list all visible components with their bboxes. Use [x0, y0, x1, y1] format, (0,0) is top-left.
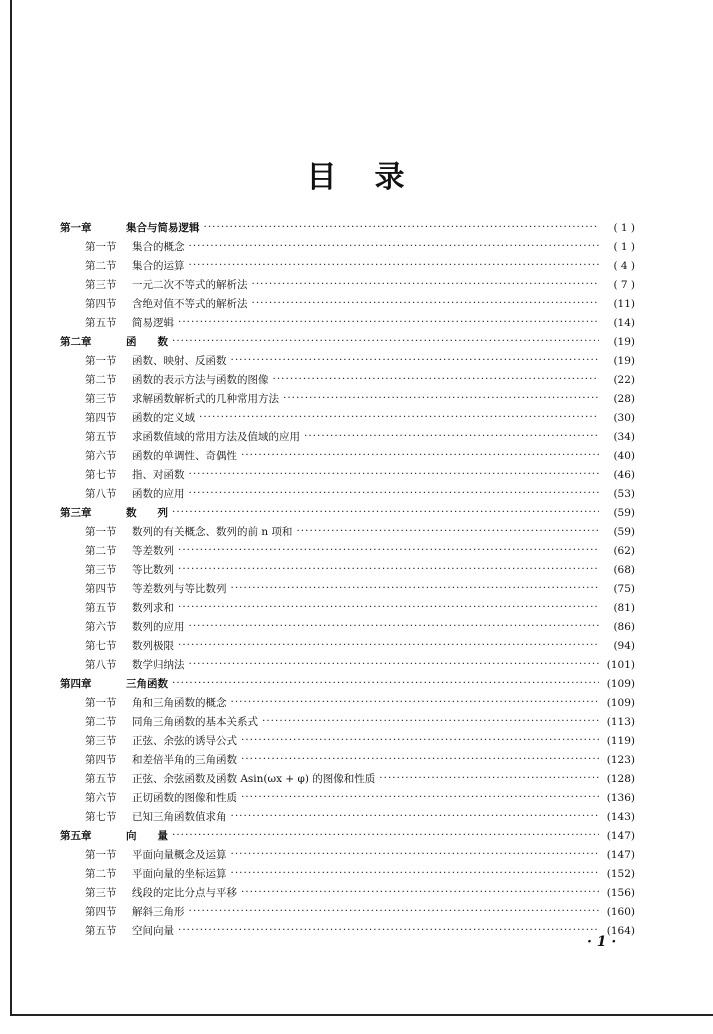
toc-entry-number: 第七节: [85, 640, 117, 652]
toc-section-row: [60, 712, 635, 731]
toc-entry-number: 第六节: [85, 792, 117, 804]
toc-dot-leader: [178, 563, 599, 573]
toc-entry-number: 第一节: [85, 849, 117, 861]
toc-entry-page: ( 1 ): [613, 240, 635, 253]
toc-chapter-row: [60, 218, 635, 237]
toc-entry-number: 第一节: [85, 241, 117, 253]
toc-dot-leader: [204, 221, 600, 231]
toc-entry-title: 三角函数: [126, 678, 168, 690]
toc-dot-leader: [189, 620, 600, 630]
toc-entry-title: 含绝对值不等式的解析法: [132, 298, 248, 310]
toc-entry-title: 简易逻辑: [132, 317, 174, 329]
toc-entry-page: (164): [606, 924, 635, 937]
toc-section-row: [60, 370, 635, 389]
toc-entry-number: 第一节: [85, 355, 117, 367]
toc-entry-number: 第四章: [60, 678, 92, 690]
toc-dot-leader: [262, 715, 599, 725]
toc-entry-number: 第四节: [85, 906, 117, 918]
toc-entry-number: 第七节: [85, 811, 117, 823]
toc-entry-number: 第二节: [85, 545, 117, 557]
toc-entry-number: 第五节: [85, 925, 117, 937]
toc-entry-page: (113): [606, 715, 635, 728]
table-of-contents: [60, 218, 635, 940]
toc-entry-title: 函数的定义域: [132, 412, 195, 424]
toc-entry-title: 等差数列: [132, 545, 174, 557]
toc-entry-title: 数列求和: [132, 602, 174, 614]
toc-section-row: [60, 427, 635, 446]
toc-dot-leader: [296, 525, 599, 535]
toc-entry-number: 第六节: [85, 621, 117, 633]
page-title: [0, 152, 713, 196]
toc-entry-page: (22): [613, 373, 635, 386]
toc-dot-leader: [189, 905, 600, 915]
toc-entry-number: 第五节: [85, 317, 117, 329]
page-title-char-2: 录: [374, 160, 407, 195]
toc-entry-page: (119): [606, 734, 635, 747]
toc-entry-page: (152): [606, 867, 635, 880]
toc-dot-leader: [178, 544, 599, 554]
toc-entry-title: 数学归纳法: [132, 659, 185, 671]
toc-entry-title: 函 数: [126, 336, 168, 348]
toc-dot-leader: [231, 354, 600, 364]
toc-entry-page: (14): [613, 316, 635, 329]
toc-entry-title: 正弦、余弦的诱导公式: [132, 735, 237, 747]
toc-entry-page: (40): [613, 449, 635, 462]
toc-entry-title: 线段的定比分点与平移: [132, 887, 237, 899]
toc-section-row: [60, 446, 635, 465]
toc-dot-leader: [199, 411, 599, 421]
toc-entry-title: 求解函数解析式的几种常用方法: [132, 393, 279, 405]
toc-chapter-row: [60, 503, 635, 522]
toc-dot-leader: [231, 848, 600, 858]
toc-entry-page: (46): [613, 468, 635, 481]
toc-entry-page: (86): [613, 620, 635, 633]
toc-chapter-row: [60, 674, 635, 693]
toc-entry-title: 解斜三角形: [132, 906, 185, 918]
toc-entry-title: 同角三角函数的基本关系式: [132, 716, 258, 728]
toc-entry-page: (109): [606, 696, 635, 709]
toc-entry-page: (123): [606, 753, 635, 766]
toc-dot-leader: [231, 810, 600, 820]
toc-entry-title: 求函数值域的常用方法及值域的应用: [132, 431, 300, 443]
toc-dot-leader: [189, 240, 600, 250]
toc-entry-number: 第四节: [85, 583, 117, 595]
toc-entry-page: (30): [613, 411, 635, 424]
toc-section-row: [60, 617, 635, 636]
toc-section-row: [60, 807, 635, 826]
toc-entry-page: (81): [613, 601, 635, 614]
toc-section-row: [60, 389, 635, 408]
toc-dot-leader: [273, 373, 600, 383]
toc-entry-title: 数列的应用: [132, 621, 185, 633]
toc-dot-leader: [231, 867, 600, 877]
toc-dot-leader: [241, 791, 599, 801]
toc-entry-title: 集合的概念: [132, 241, 185, 253]
toc-entry-title: 和差倍半角的三角函数: [132, 754, 237, 766]
toc-entry-title: 数 列: [126, 507, 168, 519]
toc-entry-number: 第八节: [85, 488, 117, 500]
toc-entry-page: (136): [606, 791, 635, 804]
toc-section-row: [60, 294, 635, 313]
toc-entry-page: ( 4 ): [613, 259, 635, 272]
toc-entry-title: 平面向量概念及运算: [132, 849, 227, 861]
toc-dot-leader: [252, 278, 600, 288]
toc-section-row: [60, 883, 635, 902]
toc-entry-page: (59): [613, 525, 635, 538]
toc-dot-leader: [172, 335, 599, 345]
toc-section-row: [60, 845, 635, 864]
toc-section-row: [60, 655, 635, 674]
toc-entry-number: 第四节: [85, 412, 117, 424]
toc-entry-page: (128): [606, 772, 635, 785]
toc-entry-page: (147): [606, 829, 635, 842]
toc-entry-page: (59): [613, 506, 635, 519]
toc-entry-number: 第二节: [85, 260, 117, 272]
toc-entry-number: 第二节: [85, 374, 117, 386]
toc-section-row: [60, 256, 635, 275]
toc-entry-title: 正弦、余弦函数及函数 Asin(ωx + φ) 的图像和性质: [132, 773, 376, 785]
toc-dot-leader: [379, 772, 599, 782]
toc-entry-page: (53): [613, 487, 635, 500]
toc-section-row: [60, 598, 635, 617]
toc-entry-number: 第二节: [85, 716, 117, 728]
toc-chapter-row: [60, 332, 635, 351]
toc-section-row: [60, 313, 635, 332]
toc-entry-title: 函数的应用: [132, 488, 185, 500]
toc-section-row: [60, 902, 635, 921]
toc-entry-page: (94): [613, 639, 635, 652]
toc-entry-number: 第四节: [85, 754, 117, 766]
toc-section-row: [60, 921, 635, 940]
toc-entry-title: 等差数列与等比数列: [132, 583, 227, 595]
toc-entry-page: (101): [606, 658, 635, 671]
toc-section-row: [60, 579, 635, 598]
toc-entry-page: (109): [606, 677, 635, 690]
toc-dot-leader: [178, 316, 599, 326]
toc-dot-leader: [304, 430, 599, 440]
toc-entry-number: 第一节: [85, 697, 117, 709]
toc-entry-title: 数列极限: [132, 640, 174, 652]
toc-dot-leader: [178, 924, 599, 934]
toc-section-row: [60, 541, 635, 560]
toc-dot-leader: [172, 506, 599, 516]
toc-entry-page: (34): [613, 430, 635, 443]
toc-entry-title: 角和三角函数的概念: [132, 697, 227, 709]
toc-entry-title: 集合的运算: [132, 260, 185, 272]
toc-entry-number: 第五章: [60, 830, 92, 842]
toc-entry-title: 正切函数的图像和性质: [132, 792, 237, 804]
toc-entry-number: 第六节: [85, 450, 117, 462]
toc-section-row: [60, 731, 635, 750]
toc-section-row: [60, 636, 635, 655]
toc-section-row: [60, 560, 635, 579]
toc-entry-number: 第七节: [85, 469, 117, 481]
toc-dot-leader: [241, 886, 599, 896]
toc-dot-leader: [178, 639, 599, 649]
toc-entry-number: 第三节: [85, 393, 117, 405]
toc-entry-number: 第一章: [60, 222, 92, 234]
toc-entry-title: 函数的表示方法与函数的图像: [132, 374, 269, 386]
toc-dot-leader: [231, 696, 600, 706]
toc-dot-leader: [283, 392, 599, 402]
toc-section-row: [60, 465, 635, 484]
toc-chapter-row: [60, 826, 635, 845]
toc-entry-number: 第一节: [85, 526, 117, 538]
toc-entry-title: 空间向量: [132, 925, 174, 937]
toc-entry-number: 第三节: [85, 564, 117, 576]
toc-entry-title: 指、对函数: [132, 469, 185, 481]
toc-entry-title: 集合与简易逻辑: [126, 222, 200, 234]
toc-dot-leader: [241, 753, 599, 763]
page-number: · 1 ·: [587, 934, 617, 950]
toc-entry-title: 一元二次不等式的解析法: [132, 279, 248, 291]
toc-entry-number: 第二节: [85, 868, 117, 880]
toc-entry-page: ( 1 ): [613, 221, 635, 234]
toc-entry-number: 第五节: [85, 431, 117, 443]
toc-dot-leader: [241, 734, 599, 744]
toc-section-row: [60, 769, 635, 788]
toc-entry-title: 平面向量的坐标运算: [132, 868, 227, 880]
toc-section-row: [60, 275, 635, 294]
toc-entry-number: 第三章: [60, 507, 92, 519]
toc-entry-page: (160): [606, 905, 635, 918]
toc-entry-number: 第四节: [85, 298, 117, 310]
toc-dot-leader: [231, 582, 600, 592]
toc-dot-leader: [178, 601, 599, 611]
toc-entry-page: (68): [613, 563, 635, 576]
toc-entry-title: 函数的单调性、奇偶性: [132, 450, 237, 462]
page-title-char-1: 目: [306, 160, 339, 195]
toc-entry-number: 第三节: [85, 735, 117, 747]
toc-section-row: [60, 484, 635, 503]
toc-entry-page: (28): [613, 392, 635, 405]
toc-dot-leader: [172, 829, 599, 839]
toc-entry-title: 向 量: [126, 830, 168, 842]
toc-dot-leader: [189, 259, 600, 269]
toc-entry-page: (147): [606, 848, 635, 861]
toc-entry-page: (11): [613, 297, 635, 310]
toc-entry-number: 第五节: [85, 773, 117, 785]
toc-entry-title: 已知三角函数值求角: [132, 811, 227, 823]
toc-dot-leader: [241, 449, 599, 459]
toc-section-row: [60, 237, 635, 256]
toc-entry-title: 函数、映射、反函数: [132, 355, 227, 367]
toc-section-row: [60, 522, 635, 541]
toc-entry-page: ( 7 ): [613, 278, 635, 291]
toc-entry-title: 数列的有关概念、数列的前 n 项和: [132, 526, 293, 538]
toc-entry-number: 第八节: [85, 659, 117, 671]
toc-section-row: [60, 351, 635, 370]
toc-entry-page: (19): [613, 335, 635, 348]
toc-entry-number: 第三节: [85, 279, 117, 291]
page-bottom-edge-line: [10, 1014, 713, 1016]
toc-entry-number: 第五节: [85, 602, 117, 614]
toc-entry-page: (75): [613, 582, 635, 595]
toc-section-row: [60, 788, 635, 807]
toc-entry-number: 第二章: [60, 336, 92, 348]
toc-entry-title: 等比数列: [132, 564, 174, 576]
toc-entry-page: (143): [606, 810, 635, 823]
toc-entry-page: (156): [606, 886, 635, 899]
toc-section-row: [60, 408, 635, 427]
toc-entry-page: (62): [613, 544, 635, 557]
toc-dot-leader: [252, 297, 600, 307]
toc-dot-leader: [189, 468, 600, 478]
toc-dot-leader: [189, 487, 600, 497]
toc-dot-leader: [172, 677, 599, 687]
toc-section-row: [60, 750, 635, 769]
toc-section-row: [60, 864, 635, 883]
toc-entry-number: 第三节: [85, 887, 117, 899]
toc-dot-leader: [189, 658, 600, 668]
toc-section-row: [60, 693, 635, 712]
toc-entry-page: (19): [613, 354, 635, 367]
